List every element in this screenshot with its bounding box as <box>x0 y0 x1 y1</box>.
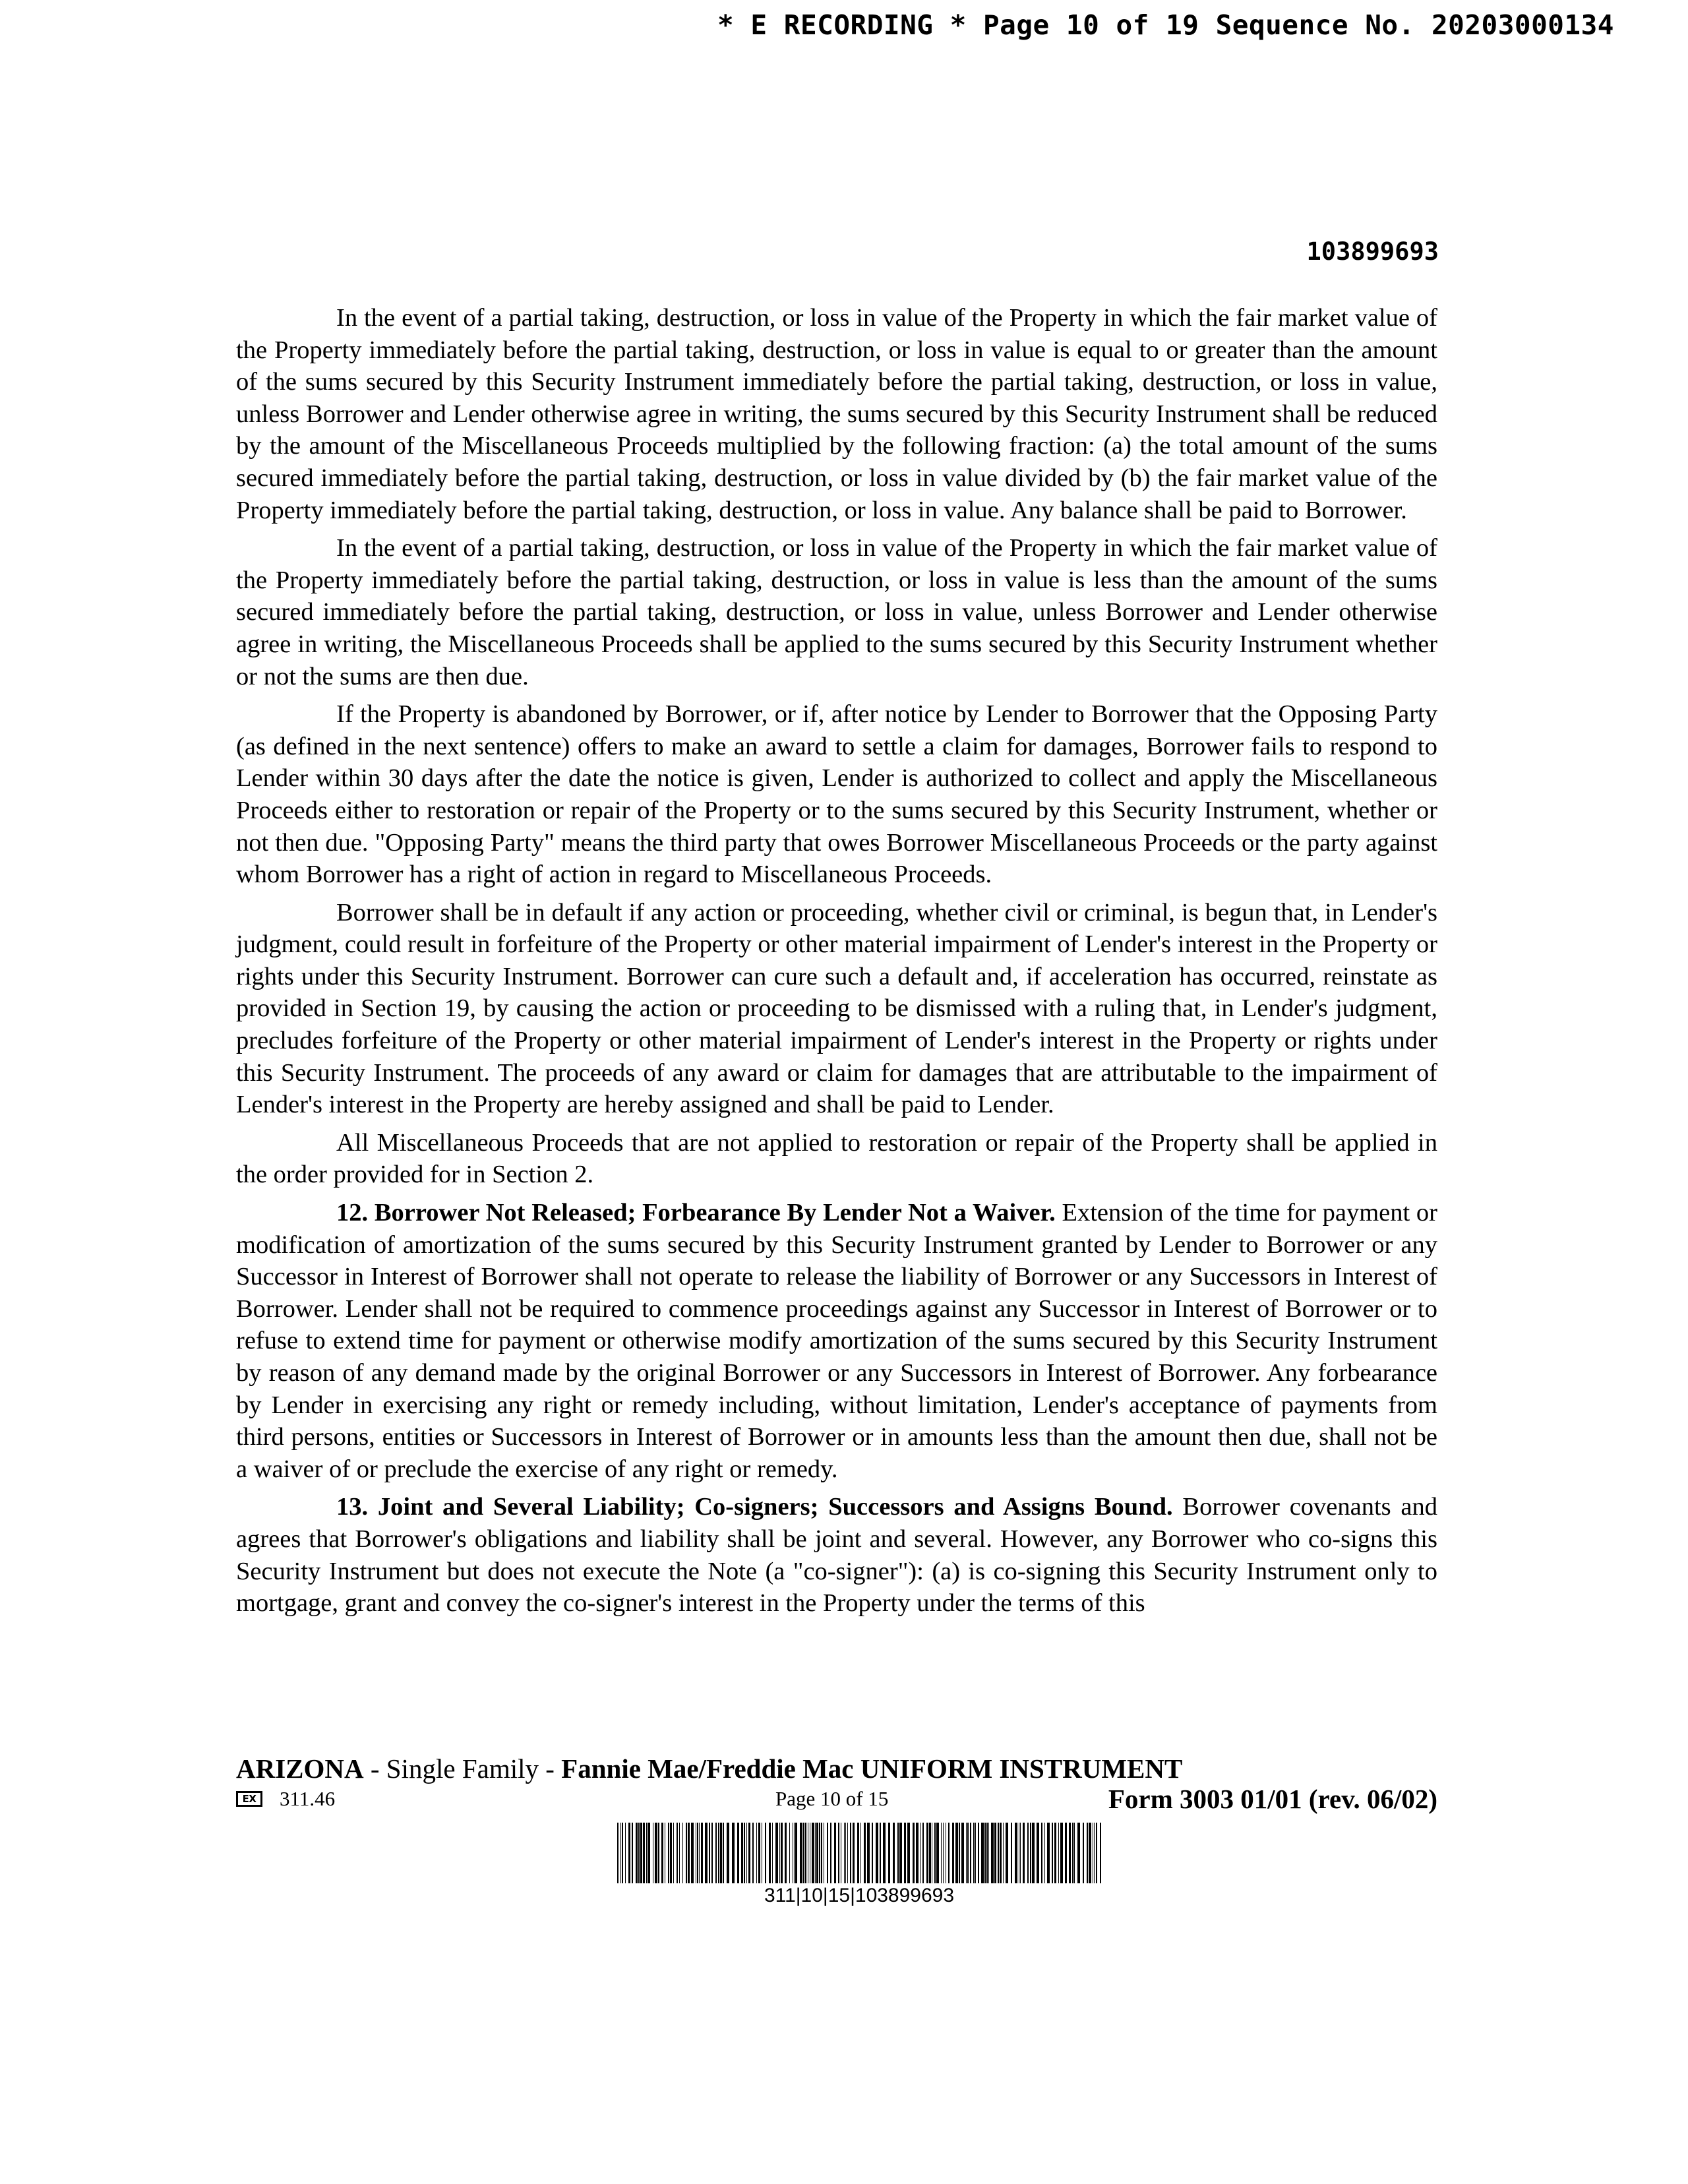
barcode-bar <box>628 1823 630 1883</box>
barcode-bar <box>648 1823 650 1883</box>
barcode-bar <box>785 1823 787 1883</box>
barcode-bar <box>1089 1823 1091 1883</box>
barcode-bar <box>847 1823 848 1883</box>
barcode-bar <box>844 1823 845 1883</box>
barcode-bar <box>655 1823 657 1883</box>
barcode-bar <box>620 1823 621 1883</box>
ex-logo: EX <box>236 1791 262 1807</box>
barcode-bar <box>775 1823 778 1883</box>
barcode-bar <box>1100 1823 1101 1883</box>
barcode-bar <box>800 1823 802 1883</box>
barcode-bar <box>850 1823 851 1883</box>
barcode-bar <box>830 1823 831 1883</box>
barcode-bar <box>883 1823 886 1883</box>
barcode-bar <box>1044 1823 1045 1883</box>
barcode-bar <box>959 1823 960 1883</box>
barcode-bar <box>746 1823 747 1883</box>
barcode-bar <box>819 1823 820 1883</box>
barcode-bar <box>756 1823 757 1883</box>
barcode-bar <box>1054 1823 1056 1883</box>
barcode-bar <box>691 1823 694 1883</box>
barcode-bar <box>720 1823 722 1883</box>
barcode-bar <box>1023 1823 1025 1883</box>
barcode-bar <box>986 1823 988 1883</box>
barcode-bar <box>973 1823 975 1883</box>
barcode-bar <box>781 1823 783 1883</box>
barcode-bar <box>769 1823 771 1883</box>
barcode-bar <box>1087 1823 1088 1883</box>
barcode-bar <box>984 1823 986 1883</box>
barcode-bar <box>622 1823 623 1883</box>
barcode-bar <box>1003 1823 1004 1883</box>
section-12-heading: 12. Borrower Not Released; Forbearance By Lender Not a Waiver. <box>336 1199 1056 1227</box>
barcode-bar <box>625 1823 626 1883</box>
barcode-bar <box>632 1823 633 1883</box>
paragraph-misc-proceeds-applied: All Miscellaneous Proceeds that are not applied to restoration or repair of the Property shall be applied in the order provided for in Section 2. <box>236 1128 1437 1189</box>
barcode-bar <box>638 1823 640 1883</box>
footer-separator: - <box>539 1753 562 1784</box>
barcode-bar <box>1065 1823 1067 1883</box>
barcode-bar <box>934 1823 936 1883</box>
barcode-bar <box>857 1823 859 1883</box>
loan-number: 103899693 <box>1306 237 1439 266</box>
footer-family: Single Family <box>386 1753 539 1784</box>
barcode-bar <box>1077 1823 1080 1883</box>
barcode-bar <box>1060 1823 1063 1883</box>
barcode-bar <box>880 1823 881 1883</box>
form-number: Form 3003 01/01 (rev. 06/02) <box>1108 1784 1437 1814</box>
section-12 <box>236 1197 1437 1485</box>
barcode-bar <box>661 1823 663 1883</box>
barcode-bar <box>991 1823 994 1883</box>
barcode-bar <box>715 1823 717 1883</box>
barcode-bar <box>966 1823 967 1883</box>
barcode-bar <box>758 1823 760 1883</box>
barcode-bar <box>748 1823 750 1883</box>
barcode-bar <box>943 1823 944 1883</box>
barcode-bar <box>701 1823 703 1883</box>
barcode-bar <box>812 1823 814 1883</box>
barcode-text: 311|10|15|103899693 <box>764 1885 955 1906</box>
barcode-bar <box>1020 1823 1021 1883</box>
barcode-bar <box>686 1823 687 1883</box>
barcode-bar <box>752 1823 754 1883</box>
barcode-bar <box>920 1823 921 1883</box>
section-13-text: Borrower covenants and agrees that Borrower's obligations and liability shall be joint and several. However, any Borrower who co-signs this Security Instrument but does not execute the Note (a "co-signer"): (a) is co-signing this Security Instrument only to mortgage, grant and convey the co-signer's interest in the Property under the terms of this <box>236 1493 1437 1618</box>
barcode-bar <box>673 1823 674 1883</box>
barcode-bar <box>1041 1823 1042 1883</box>
barcode-bar <box>727 1823 729 1883</box>
barcode-bar <box>952 1823 954 1883</box>
barcode-bar <box>922 1823 924 1883</box>
barcode-bar <box>723 1823 724 1883</box>
barcode-bar <box>827 1823 828 1883</box>
barcode-bar <box>899 1823 902 1883</box>
barcode-bar <box>893 1823 895 1883</box>
barcode-bar <box>1083 1823 1084 1883</box>
paragraph-partial-taking-less: In the event of a partial taking, destruction, or loss in value of the Property in which the fair market value of the Property immediately before the partial taking, destruction, or loss in value is less than the amount of the sums secured immediately before the partial taking, destruction, or loss in value, unless Borrower and Lender otherwise agree in writing, the Miscellaneous Proceeds shall be applied to the sums secured by this Security Instrument whether or not the sums are then due. <box>236 534 1437 690</box>
barcode-bar <box>636 1823 638 1883</box>
barcode-bar <box>718 1823 719 1883</box>
barcode-bar <box>1015 1823 1017 1883</box>
recording-header: * E RECORDING * Page 10 of 19 Sequence No. 20203000134 <box>717 9 1614 41</box>
barcode-bar <box>1027 1823 1029 1883</box>
barcode-bar <box>1096 1823 1097 1883</box>
barcode-bar <box>978 1823 979 1883</box>
barcode-bar <box>961 1823 964 1883</box>
barcode-bar <box>981 1823 984 1883</box>
barcode-bar <box>1058 1823 1059 1883</box>
footer-state: ARIZONA <box>236 1753 364 1784</box>
barcode-bar <box>697 1823 698 1883</box>
barcode-bar <box>1037 1823 1039 1883</box>
barcode-bar <box>1006 1823 1008 1883</box>
barcode-bar <box>688 1823 690 1883</box>
barcode-bar <box>741 1823 743 1883</box>
barcode-bar <box>941 1823 942 1883</box>
barcode-bar <box>815 1823 816 1883</box>
barcode-bar <box>772 1823 773 1883</box>
barcode-bar <box>876 1823 878 1883</box>
barcode-bar <box>1073 1823 1075 1883</box>
barcode-bar <box>970 1823 971 1883</box>
section-13 <box>236 1491 1437 1619</box>
barcode-bar <box>670 1823 672 1883</box>
barcode-bar <box>929 1823 931 1883</box>
barcode-bar <box>617 1823 618 1883</box>
barcode-bar <box>904 1823 906 1883</box>
barcode-bar <box>845 1823 846 1883</box>
page-number: Page 10 of 15 <box>775 1787 889 1810</box>
form-code: 311.46 <box>280 1787 336 1810</box>
barcode-bar <box>988 1823 989 1883</box>
section-13-heading: 13. Joint and Several Liability; Co-signers; Successors and Assigns Bound. <box>336 1493 1173 1521</box>
section-12-text: Extension of the time for payment or modification of amortization of the sums secured by this Security Instrument granted by Lender to Borrower or any Successor in Interest of Borrower shall not operate to release the liability of Borrower or any Successors in Interest of Borrower. Lender shall not be required to commence proceedings against any Successor in Interest of Borrower or to refuse to extend time for payment or otherwise modify amortization of the sums secured by this Security Instrument by reason of any demand made by the original Borrower or any Successors in Interest of Borrower. Any forbearance by Lender in exercising any right or remedy including, without limitation, Lender's acceptance of payments from third persons, entities or Successors in Interest of Borrower or in amounts less than the amount then due, shall not be a waiver of or preclude the exercise of any right or remedy. <box>236 1199 1438 1483</box>
barcode-bar <box>975 1823 976 1883</box>
footer-instrument: Fannie Mae/Freddie Mac UNIFORM INSTRUMENT <box>561 1753 1183 1784</box>
barcode-bar <box>1094 1823 1095 1883</box>
barcode-bar <box>794 1823 795 1883</box>
barcode-bar <box>711 1823 713 1883</box>
barcode-bar <box>1011 1823 1012 1883</box>
barcode-bar <box>872 1823 873 1883</box>
barcode-bar <box>1047 1823 1050 1883</box>
barcode-bar <box>658 1823 659 1883</box>
barcode-bar <box>1032 1823 1035 1883</box>
barcode-bar <box>682 1823 683 1883</box>
barcode-bar <box>643 1823 645 1883</box>
barcode-bar <box>916 1823 919 1883</box>
barcode-bar <box>1069 1823 1071 1883</box>
barcode-bar <box>834 1823 836 1883</box>
barcode-bar <box>803 1823 804 1883</box>
barcode-bar <box>955 1823 958 1883</box>
barcode-bar <box>646 1823 647 1883</box>
barcode-bar <box>897 1823 899 1883</box>
barcode-bar <box>913 1823 915 1883</box>
barcode-bar <box>853 1823 855 1883</box>
barcode-bar <box>709 1823 710 1883</box>
barcode-bar <box>888 1823 890 1883</box>
paragraph-abandoned-property: If the Property is abandoned by Borrower, or if, after notice by Lender to Borrower that the Opposing Party (as defined in the next sentence) offers to make an award to settle a claim for damages, Borrower fails to respond to Lender within 30 days after the date the notice is given, Lender is authorized to collect and apply the Miscellaneous Proceeds either to restoration or repair of the Property or to the sums secured by this Security Instrument, whether or not then due. "Opposing Party" means the third party that owes Borrower Miscellaneous Proceeds or the party against whom Borrower has a right of action in regard to Miscellaneous Proceeds. <box>236 700 1437 889</box>
barcode-bar <box>816 1823 818 1883</box>
barcode-bar <box>936 1823 939 1883</box>
barcode-bar <box>744 1823 745 1883</box>
barcode-bar <box>994 1823 996 1883</box>
paragraph-partial-taking-greater: In the event of a partial taking, destruction, or loss in value of the Property in which the fair market value of the Property immediately before the partial taking, destruction, or loss in value is equal to or greater than the amount of the sums secured by this Security Instrument immediately before the partial taking, destruction, or loss in value, unless Borrower and Lender otherwise agree in writing, the sums secured by this Security Instrument shall be reduced by the amount of the Miscellaneous Proceeds multiplied by the following fraction: (a) the total amount of the sums secured immediately before the partial taking, destruction, or loss in value divided by (b) the fair market value of the Property immediately before the partial taking, destruction, or loss in value. Any balance shall be paid to Borrower. <box>236 304 1437 524</box>
barcode-bar <box>821 1823 822 1883</box>
footer-separator: - <box>363 1753 386 1784</box>
barcode-bar <box>677 1823 678 1883</box>
barcode-bar <box>860 1823 861 1883</box>
paragraph-borrower-default: Borrower shall be in default if any action or proceeding, whether civil or criminal, is begun that, in Lender's judgment, could result in forfeiture of the Property or other material impairment of Lender's interest in the Property or rights under this Security Instrument. Borrower can cure such a default and, if acceleration has occurred, reinstate as provided in Section 19, by causing the action or proceeding to be dismissed with a ruling that, in Lender's judgment, precludes forfeiture of the Property or other material impairment of Lender's interest in the Property or rights under this Security Instrument. The proceeds of any award or claim for damages that are attributable to the impairment of Lender's interest in the Property are hereby assigned and shall be paid to Lender. <box>236 898 1437 1119</box>
barcode-bar <box>1052 1823 1053 1883</box>
barcode-bar <box>967 1823 969 1883</box>
barcode-bar <box>864 1823 866 1883</box>
barcode-bar <box>948 1823 950 1883</box>
barcode-bar <box>926 1823 928 1883</box>
footer-row <box>236 1784 1437 1817</box>
barcode-bar <box>779 1823 780 1883</box>
barcode-bar <box>795 1823 797 1883</box>
barcode-bar <box>838 1823 839 1883</box>
barcode-bar <box>737 1823 739 1883</box>
barcode-bar <box>867 1823 870 1883</box>
barcode-bar <box>1030 1823 1031 1883</box>
barcode-bar <box>1072 1823 1073 1883</box>
barcode-bar <box>640 1823 642 1883</box>
barcode-bar <box>732 1823 735 1883</box>
barcode-bar <box>679 1823 680 1883</box>
barcode <box>617 1823 1101 1883</box>
barcode-bar <box>699 1823 700 1883</box>
barcode-bar <box>805 1823 806 1883</box>
barcode-bar <box>998 1823 999 1883</box>
barcode-bar <box>907 1823 910 1883</box>
barcode-bar <box>765 1823 766 1883</box>
barcode-bar <box>668 1823 669 1883</box>
barcode-bar <box>789 1823 790 1883</box>
barcode-bar <box>1000 1823 1002 1883</box>
document-body <box>236 302 1437 1625</box>
footer-title <box>236 1753 1182 1784</box>
barcode-bar <box>705 1823 708 1883</box>
